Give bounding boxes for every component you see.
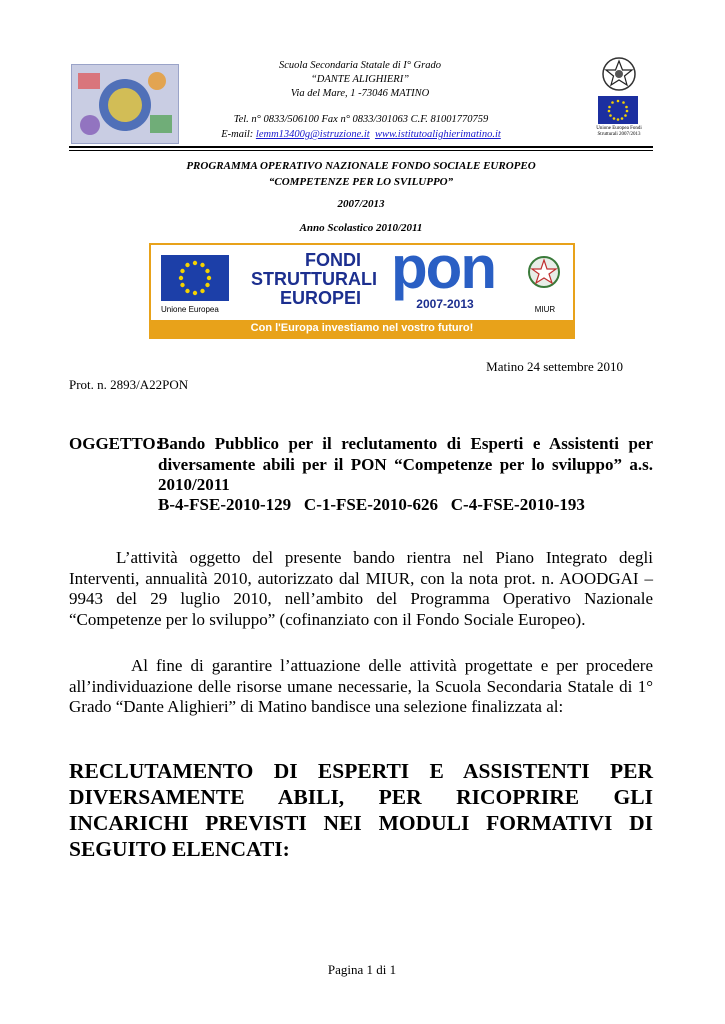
- paragraph-2: Al fine di garantire l’attuazione delle attività progettate e per procedere all’individuazione delle risorse umane necessarie, la Scuola Secondaria Statale di 1° Grado “Dante Alighieri” di Matino bandisce una selezione finalizzata al:: [69, 656, 653, 716]
- fondi-line3: EUROPEI: [279, 288, 361, 308]
- school-address: Via del Mare, 1 -73046 MATINO: [290, 88, 430, 99]
- miur-emblem: [527, 255, 561, 289]
- eu-label: Unione Europea: [161, 305, 219, 314]
- page-number: Pagina 1 di 1: [327, 962, 397, 977]
- italian-republic-emblem: [600, 55, 638, 93]
- email-link[interactable]: lemm13400g@istruzione.it: [255, 129, 370, 140]
- pon-years: 2007-2013: [416, 297, 474, 311]
- header-divider-thin: [69, 150, 653, 151]
- subject-text: [158, 434, 653, 496]
- school-logo: [71, 64, 179, 144]
- letter-date: Matino 24 settembre 2010: [486, 359, 623, 374]
- program-subtitle: “COMPETENZE PER LO SVILUPPO”: [268, 176, 454, 188]
- school-contacts: Tel. n° 0833/506100 Fax n° 0833/301063 C.F. 81001770759: [233, 114, 489, 125]
- school-web-line: [176, 128, 546, 142]
- banner-slogan: Con l'Europa investiamo nel vostro futuro!: [151, 320, 573, 337]
- school-name-line1: Scuola Secondaria Statale di I° Grado: [279, 60, 441, 71]
- recruitment-heading-line1: RECLUTAMENTO DI ESPERTI E ASSISTENTI PER: [69, 759, 653, 783]
- website-link[interactable]: www.istitutoalighierimatino.it: [374, 129, 501, 140]
- recruitment-heading-line3: INCARICHI PREVISTI NEI MODULI FORMATIVI DI: [69, 811, 653, 835]
- miur-label: MIUR: [534, 305, 556, 314]
- subject-body: Bando Pubblico per il reclutamento di Esperti e Assistenti per diversamente abili per il PON “Competenze per lo sviluppo” a.s. 2010/2011: [158, 434, 653, 494]
- fondi-line1: FONDI: [305, 250, 361, 270]
- school-year: Anno Scolastico 2010/2011: [299, 222, 423, 234]
- fondi-strutturali-logo: [251, 250, 377, 308]
- protocol-number: Prot. n. 2893/A22PON: [69, 377, 189, 392]
- subject-label: OGGETTO:: [69, 434, 162, 453]
- header-divider: [69, 146, 653, 148]
- program-title: PROGRAMMA OPERATIVO NAZIONALE FONDO SOCIALE EUROPEO: [186, 160, 536, 172]
- subject-codes: B-4-FSE-2010-129 C-1-FSE-2010-626 C-4-FSE-2010-193: [158, 495, 585, 514]
- pon-banner: [149, 234, 575, 339]
- recruitment-heading-line4: SEGUITO ELENCATI:: [69, 837, 290, 861]
- email-prefix: E-mail:: [221, 129, 256, 140]
- fondi-line2: STRUTTURALI: [251, 269, 377, 289]
- pon-logo: pon: [391, 234, 495, 301]
- eu-caption: Unione Europea Fondi Strutturali 2007/2013: [596, 126, 642, 137]
- school-name-line2: “DANTE ALIGHIERI”: [310, 74, 410, 85]
- program-years: 2007/2013: [337, 198, 385, 210]
- paragraph-1: L’attività oggetto del presente bando rientra nel Piano Integrato degli Interventi, annualità 2010, autorizzato dal MIUR, con la nota prot. n. AOODGAI – 9943 del 29 luglio 2010, nell’ambito del Programma Operativo Nazionale “Competenze per lo sviluppo” (cofinanziato con il Fondo Sociale Europeo).: [69, 548, 653, 629]
- recruitment-heading-line2: DIVERSAMENTE ABILI, PER RICOPRIRE GLI: [69, 785, 653, 809]
- eu-flag: [161, 255, 229, 301]
- eu-flag-small: [598, 96, 638, 124]
